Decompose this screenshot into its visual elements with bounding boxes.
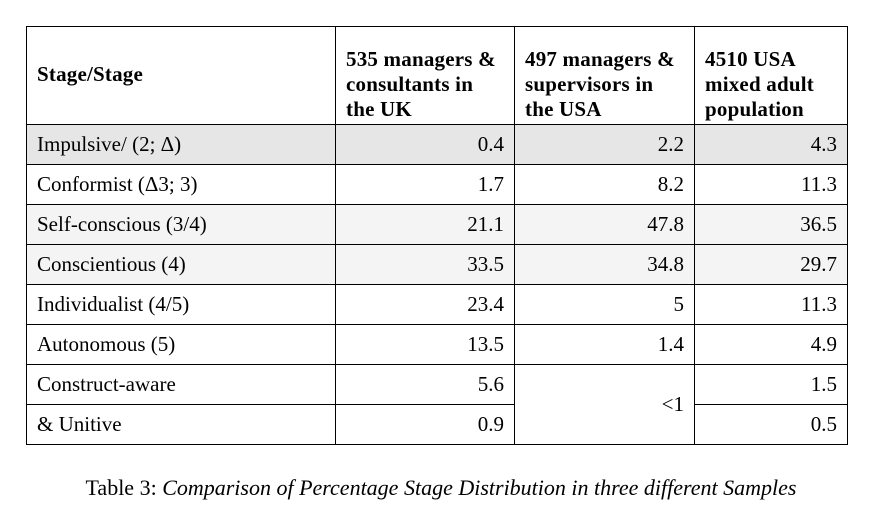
usa-managers-value-cell: 1.4 [515, 325, 695, 365]
uk-value-cell: 1.7 [336, 165, 515, 205]
uk-value-cell: 13.5 [336, 325, 515, 365]
header-row [27, 27, 848, 125]
usa-managers-value-cell: 34.8 [515, 245, 695, 285]
stage-cell: Self-conscious (3/4) [27, 205, 336, 245]
stage-cell: Construct-aware [27, 365, 336, 405]
stage-cell: Conformist (Δ3; 3) [27, 165, 336, 205]
stage-cell: Autonomous (5) [27, 325, 336, 365]
table-row [27, 405, 848, 445]
table-row [27, 125, 848, 165]
header-usa-managers: 497 managers & supervisors in the USA [515, 27, 695, 125]
usa-managers-value-cell: 8.2 [515, 165, 695, 205]
table-row [27, 365, 848, 405]
usa-population-value-cell: 1.5 [695, 365, 848, 405]
caption-title: Comparison of Percentage Stage Distribution in three different Samples [162, 475, 797, 500]
table-row [27, 165, 848, 205]
header-uk-managers: 535 managers & consultants in the UK [336, 27, 515, 125]
table-row [27, 285, 848, 325]
header-usa-population: 4510 USA mixed adult population [695, 27, 848, 125]
uk-value-cell: 23.4 [336, 285, 515, 325]
header-stage: Stage/Stage [27, 27, 336, 125]
usa-managers-merged-value-cell [515, 365, 695, 445]
usa-managers-value-cell: 2.2 [515, 125, 695, 165]
uk-value-cell: 5.6 [336, 365, 515, 405]
caption-label: Table 3: [85, 475, 163, 500]
uk-value-cell: 0.9 [336, 405, 515, 445]
usa-population-value-cell: 36.5 [695, 205, 848, 245]
usa-population-value-cell: 11.3 [695, 285, 848, 325]
usa-population-value-cell: 4.3 [695, 125, 848, 165]
usa-managers-value-cell: 5 [515, 285, 695, 325]
usa-population-value-cell: 0.5 [695, 405, 848, 445]
table-row [27, 325, 848, 365]
table-row [27, 205, 848, 245]
usa-population-value-cell: 4.9 [695, 325, 848, 365]
stage-distribution-table [26, 26, 848, 445]
usa-managers-merged-value: <1 [661, 392, 684, 416]
uk-value-cell: 21.1 [336, 205, 515, 245]
table-caption [0, 474, 882, 502]
stage-cell: & Unitive [27, 405, 336, 445]
usa-population-value-cell: 11.3 [695, 165, 848, 205]
usa-population-value-cell: 29.7 [695, 245, 848, 285]
uk-value-cell: 0.4 [336, 125, 515, 165]
table-row [27, 245, 848, 285]
stage-cell: Conscientious (4) [27, 245, 336, 285]
usa-managers-value-cell: 47.8 [515, 205, 695, 245]
uk-value-cell: 33.5 [336, 245, 515, 285]
stage-cell: Individualist (4/5) [27, 285, 336, 325]
stage-cell: Impulsive/ (2; Δ) [27, 125, 336, 165]
